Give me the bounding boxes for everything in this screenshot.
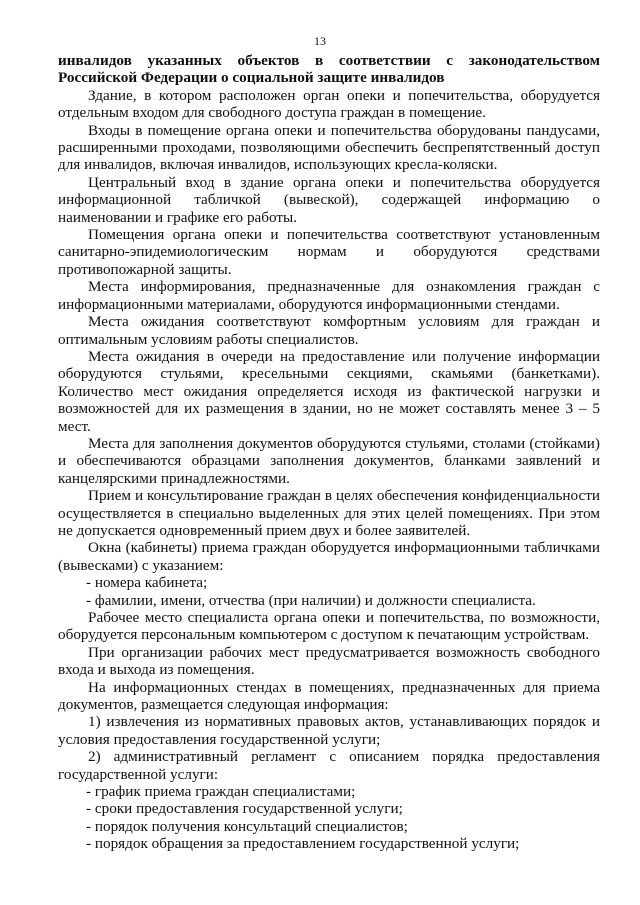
- paragraph: Прием и консультирование граждан в целях обеспечения конфиденциальности осуществляется в специально выделенных для этих целей помещениях. При этом не допускается одновременный прием двух и более заявителей.: [58, 487, 600, 539]
- list-item: - график приема граждан специалистами;: [86, 783, 356, 801]
- document-body: [58, 52, 600, 853]
- list-item: - сроки предоставления государственной услуги;: [86, 800, 403, 818]
- paragraph: Места для заполнения документов оборудуются стульями, столами (стойками) и обеспечиваются образцами заполнения документов, бланками заявлений и канцелярскими принадлежностями.: [58, 434, 600, 487]
- page-number: 13: [314, 34, 326, 48]
- paragraph: Окна (кабинеты) приема граждан оборудуется информационными табличками (вывесками) с указанием:: [58, 539, 600, 574]
- paragraph: Рабочее место специалиста органа опеки и попечительства, по возможности, оборудуется персональным компьютером с доступом к печатающим устройствам.: [58, 609, 600, 644]
- paragraph: Помещения органа опеки и попечительства соответствуют установленным санитарно-эпидемиологическим нормам и оборудуются средствами противопожарной защиты.: [58, 226, 600, 278]
- list-item: - номера кабинета;: [86, 574, 208, 592]
- paragraph: Места информирования, предназначенные для ознакомления граждан с информационными материалами, оборудуются информационными стендами.: [58, 278, 600, 313]
- paragraph: Центральный вход в здание органа опеки и попечительства оборудуется информационной табличкой (вывеской), содержащей информацию о наименовании и графике его работы.: [58, 173, 600, 226]
- paragraph: Входы в помещение органа опеки и попечительства оборудованы пандусами, расширенными проходами, позволяющими обеспечить беспрепятственный доступ для инвалидов, включая инвалидов, использующих кресла-коляски.: [58, 121, 600, 174]
- paragraph: На информационных стендах в помещениях, предназначенных для приема документов, размещается следующая информация:: [58, 678, 600, 714]
- paragraph: 1) извлечения из нормативных правовых актов, устанавливающих порядок и условия предоставления государственной услуги;: [58, 713, 600, 748]
- list-item: - порядок получения консультаций специалистов;: [86, 817, 408, 835]
- paragraph: При организации рабочих мест предусматривается возможность свободного входа и выхода из помещения.: [58, 643, 600, 679]
- paragraph: Места ожидания в очереди на предоставление или получение информации оборудуются стульями, кресельными секциями, скамьями (банкетками). Количество мест ожидания определяется исходя из фактической нагрузки и возможностей для их размещения в здании, но не может составлять менее 3 – 5 мест.: [58, 347, 600, 435]
- paragraph: Здание, в котором расположен орган опеки и попечительства, оборудуется отдельным входом для свободного доступа граждан в помещение.: [58, 86, 600, 122]
- paragraph: 2) административный регламент с описанием порядка предоставления государственной услуги:: [58, 748, 600, 783]
- list-item: - фамилии, имени, отчества (при наличии) и должности специалиста.: [86, 591, 536, 609]
- paragraph: Места ожидания соответствуют комфортным условиям для граждан и оптимальным условиям работы специалистов.: [58, 313, 600, 348]
- list-item: - порядок обращения за предоставлением государственной услуги;: [86, 835, 520, 853]
- section-heading-continuation: инвалидов указанных объектов в соответствии с законодательством Российской Федерации о социальной защите инвалидов: [58, 52, 600, 87]
